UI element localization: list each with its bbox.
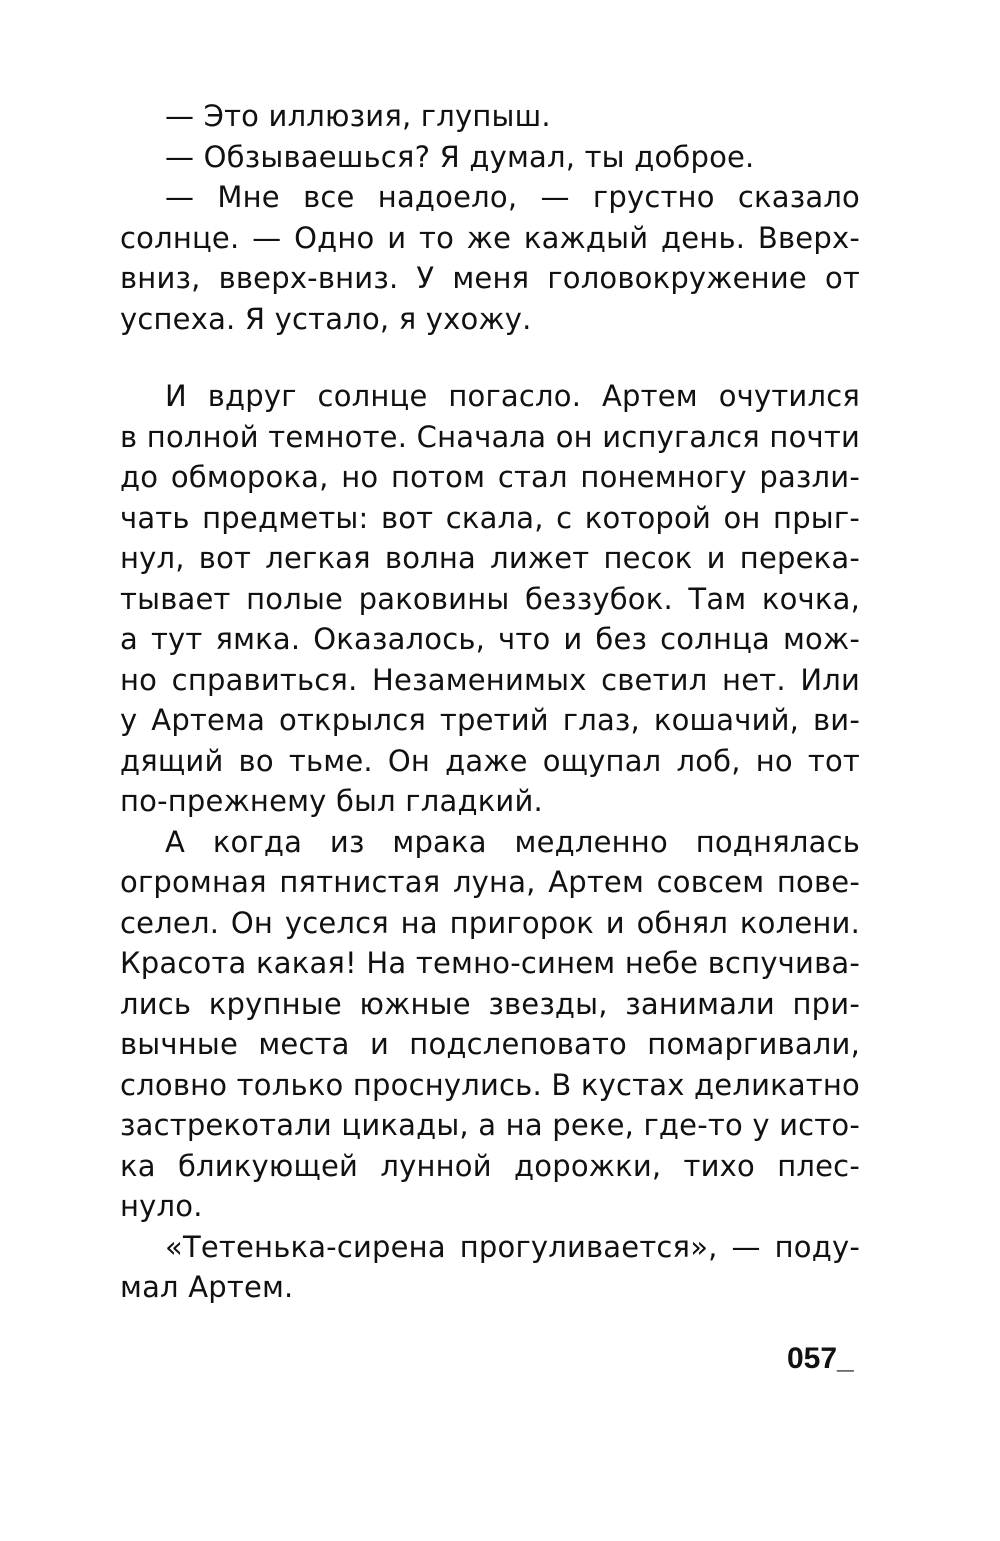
text-line: но справиться. Незаменимых светил нет. Или [120,662,860,697]
text-line: вычные места и подслеповато помаргивали, [120,1027,860,1061]
text-line: а тут ямка. Оказалось, что и без солнца мож- [120,622,860,656]
text-line: «Тетенька-сирена прогуливается», — поду- [165,1229,860,1264]
text-line: чать предметы: вот скала, с которой он прыг- [120,500,860,535]
page-number: 057_ [787,1342,854,1375]
text-line: нул, вот легкая волна лижет песок и перека- [120,541,860,575]
narrative-block [120,376,860,1308]
text-line: вниз, вверх-вниз. У меня головокружение от [120,261,860,295]
text-line: дящий во тьме. Он даже ощупал лоб, но тот [120,743,860,778]
text-line: застрекотали цикады, а на реке, где-то у исто- [120,1108,860,1142]
dialogue-block [120,96,860,339]
text-line: А когда из мрака медленно поднялась [165,824,860,859]
text-line: успеха. Я устало, я ухожу. [120,301,532,336]
text-line: — Это иллюзия, глупыш. [165,99,551,133]
text-line: селел. Он уселся на пригорок и обнял колени. [120,905,860,940]
text-line: словно только проснулись. В кустах деликатно [120,1067,860,1102]
text-line: Красота какая! На темно-синем небе вспучива- [120,946,860,980]
text-line: до обморока, но потом стал понемногу разли- [120,460,860,494]
text-line: по-прежнему был гладкий. [120,784,543,818]
text-line: нуло. [120,1189,203,1223]
text-line: мал Артем. [120,1270,294,1304]
text-line: тывает полые раковины беззубок. Там кочка, [120,581,860,616]
text-line: солнце. — Одно и то же каждый день. Вверх- [120,220,860,255]
text-line: огромная пятнистая луна, Артем совсем пове- [120,865,860,899]
text-line: у Артема открылся третий глаз, кошачий, ви- [120,703,860,737]
text-line: ка бликующей лунной дорожки, тихо плес- [120,1148,860,1183]
text-line: — Мне все надоело, — грустно сказало [165,180,860,214]
text-line: лись крупные южные звезды, занимали при- [120,986,860,1021]
text-line: в полной темноте. Сначала он испугался почти [120,419,860,454]
text-line: — Обзываешься? Я думал, ты доброе. [165,139,755,174]
text-line: И вдруг солнце погасло. Артем очутился [165,379,860,413]
